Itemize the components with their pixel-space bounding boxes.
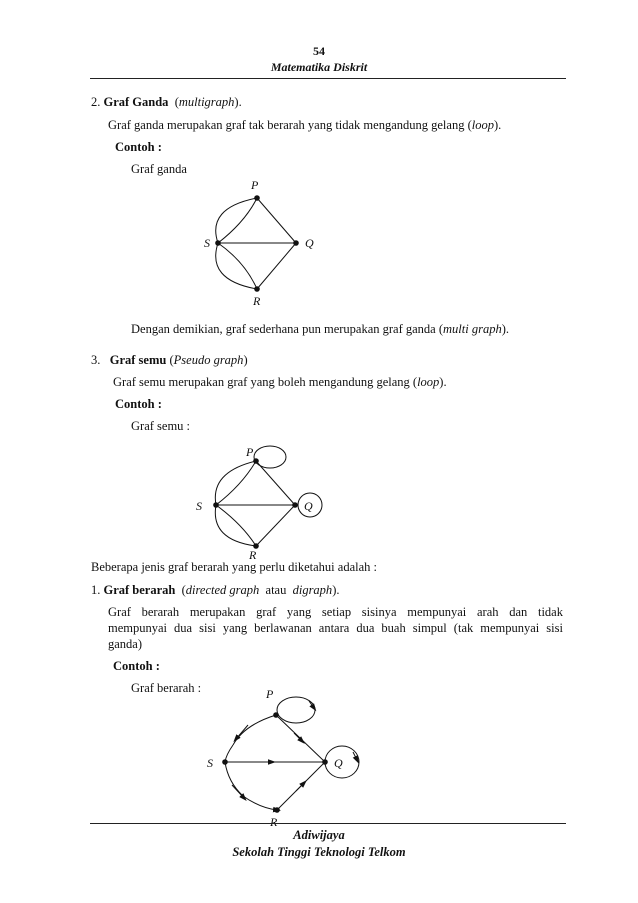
directed-intro: Beberapa jenis graf berarah yang perlu diketahui adalah :	[91, 560, 377, 574]
node-p	[253, 458, 259, 464]
arc-s-r	[225, 762, 243, 796]
section-2-desc-end: ).	[493, 118, 502, 132]
section-d1-heading: 1. Graf berarah (directed graph atau digraph).	[91, 583, 340, 597]
node-q	[322, 759, 328, 765]
label-r: R	[270, 815, 278, 829]
section-2-conclusion-end: ).	[501, 322, 510, 336]
section-2-term: multigraph	[178, 95, 235, 109]
node-r	[254, 286, 260, 292]
section-3-desc-term: loop	[417, 375, 440, 389]
section-2-number: 2.	[91, 95, 101, 109]
section-2-desc-text: Graf ganda merupakan graf tak berarah yang tidak mengandung gelang (	[108, 118, 472, 132]
section-3-desc-end: ).	[439, 375, 447, 389]
edge-s-r-upper	[218, 243, 257, 289]
section-d1-example-label: Contoh :	[113, 659, 160, 673]
label-s: S	[196, 499, 202, 513]
label-s: S	[207, 756, 213, 770]
section-d1-connector: atau	[265, 583, 287, 597]
arrow-head-r-q	[296, 783, 304, 791]
book-title: Matematika Diskrit	[270, 60, 368, 74]
section-3-number: 3.	[91, 353, 101, 367]
edge-p-q	[257, 198, 296, 243]
node-s	[213, 502, 219, 508]
node-p	[273, 712, 279, 718]
section-2-conclusion	[131, 322, 509, 337]
section-3-term: Pseudo graph	[173, 353, 244, 367]
label-r: R	[249, 548, 257, 562]
multigraph-figure	[204, 178, 314, 308]
section-d1-title: Graf berarah	[103, 583, 176, 597]
loop-p	[254, 446, 286, 468]
section-3-description	[113, 375, 447, 390]
node-q	[292, 502, 298, 508]
label-p: P	[246, 445, 254, 459]
node-s	[222, 759, 228, 765]
footer-author: Adiwijaya	[293, 828, 345, 842]
footer-institution: Sekolah Tinggi Teknologi Telkom	[232, 845, 406, 859]
section-3-heading: 3. Graf semu (Pseudo graph)	[91, 353, 248, 367]
label-s: S	[204, 236, 210, 250]
section-2-example-label: Contoh :	[115, 140, 162, 154]
arc-p-s	[233, 715, 276, 745]
label-q: Q	[334, 756, 343, 770]
page-number: 54	[313, 44, 325, 58]
edge-r-q	[257, 243, 296, 289]
section-3-example-label: Contoh :	[115, 397, 162, 411]
footer-rule	[90, 823, 566, 824]
edge-s-p-upper	[216, 198, 257, 243]
arrow-head-p-s	[236, 725, 248, 739]
section-d1-number: 1.	[91, 583, 101, 597]
section-d1-desc-line-3: ganda)	[108, 637, 143, 651]
edge-s-r-upper	[216, 505, 256, 546]
section-2-title: Graf Ganda	[103, 95, 169, 109]
section-2-conclusion-text: Dengan demikian, graf sederhana pun merupakan graf ganda (	[131, 322, 444, 336]
label-p: P	[266, 687, 274, 701]
node-q	[293, 240, 299, 246]
arc-s-p	[225, 745, 233, 762]
arrow-head-p-q	[294, 733, 302, 741]
node-p	[254, 195, 260, 201]
section-2-heading: 2. Graf Ganda (multigraph).	[91, 95, 242, 109]
section-2-figure-caption: Graf ganda	[131, 162, 187, 176]
section-d1-term2: digraph	[292, 583, 333, 597]
section-d1-desc-line-1: Graf berarah merupakan graf yang setiap sisinya mempunyai arah dan tidak	[108, 605, 563, 619]
edge-s-p-upper	[215, 461, 256, 505]
section-d1-desc-line-2: mempunyai dua sisi yang berlawanan antara dua buah simpul (tak mempunyai sisi	[108, 621, 563, 635]
section-d1-term: directed graph	[185, 583, 260, 597]
digraph-figure	[207, 687, 359, 829]
section-3-title: Graf semu	[109, 353, 167, 367]
section-d1-figure-caption: Graf berarah :	[131, 681, 202, 695]
arc-p-q	[276, 715, 325, 762]
node-s	[215, 240, 221, 246]
node-r	[274, 807, 280, 813]
section-2-desc-term: loop	[471, 118, 494, 132]
section-3-desc-text: Graf semu merupakan graf yang boleh mengandung gelang (	[113, 375, 418, 389]
label-p: P	[251, 178, 259, 192]
arrow-head-s-r	[232, 785, 244, 798]
edge-s-p-lower	[218, 198, 257, 243]
label-q: Q	[305, 236, 314, 250]
section-2-conclusion-term: multi graph	[443, 322, 502, 336]
pseudograph-figure	[196, 445, 322, 562]
edge-r-q	[256, 505, 295, 546]
label-r: R	[253, 294, 261, 308]
label-q: Q	[304, 499, 313, 513]
arc-r-end	[243, 796, 277, 810]
edge-s-r-lower	[216, 243, 257, 289]
section-3-figure-caption: Graf semu :	[131, 419, 191, 433]
edge-s-r-lower	[215, 505, 256, 546]
